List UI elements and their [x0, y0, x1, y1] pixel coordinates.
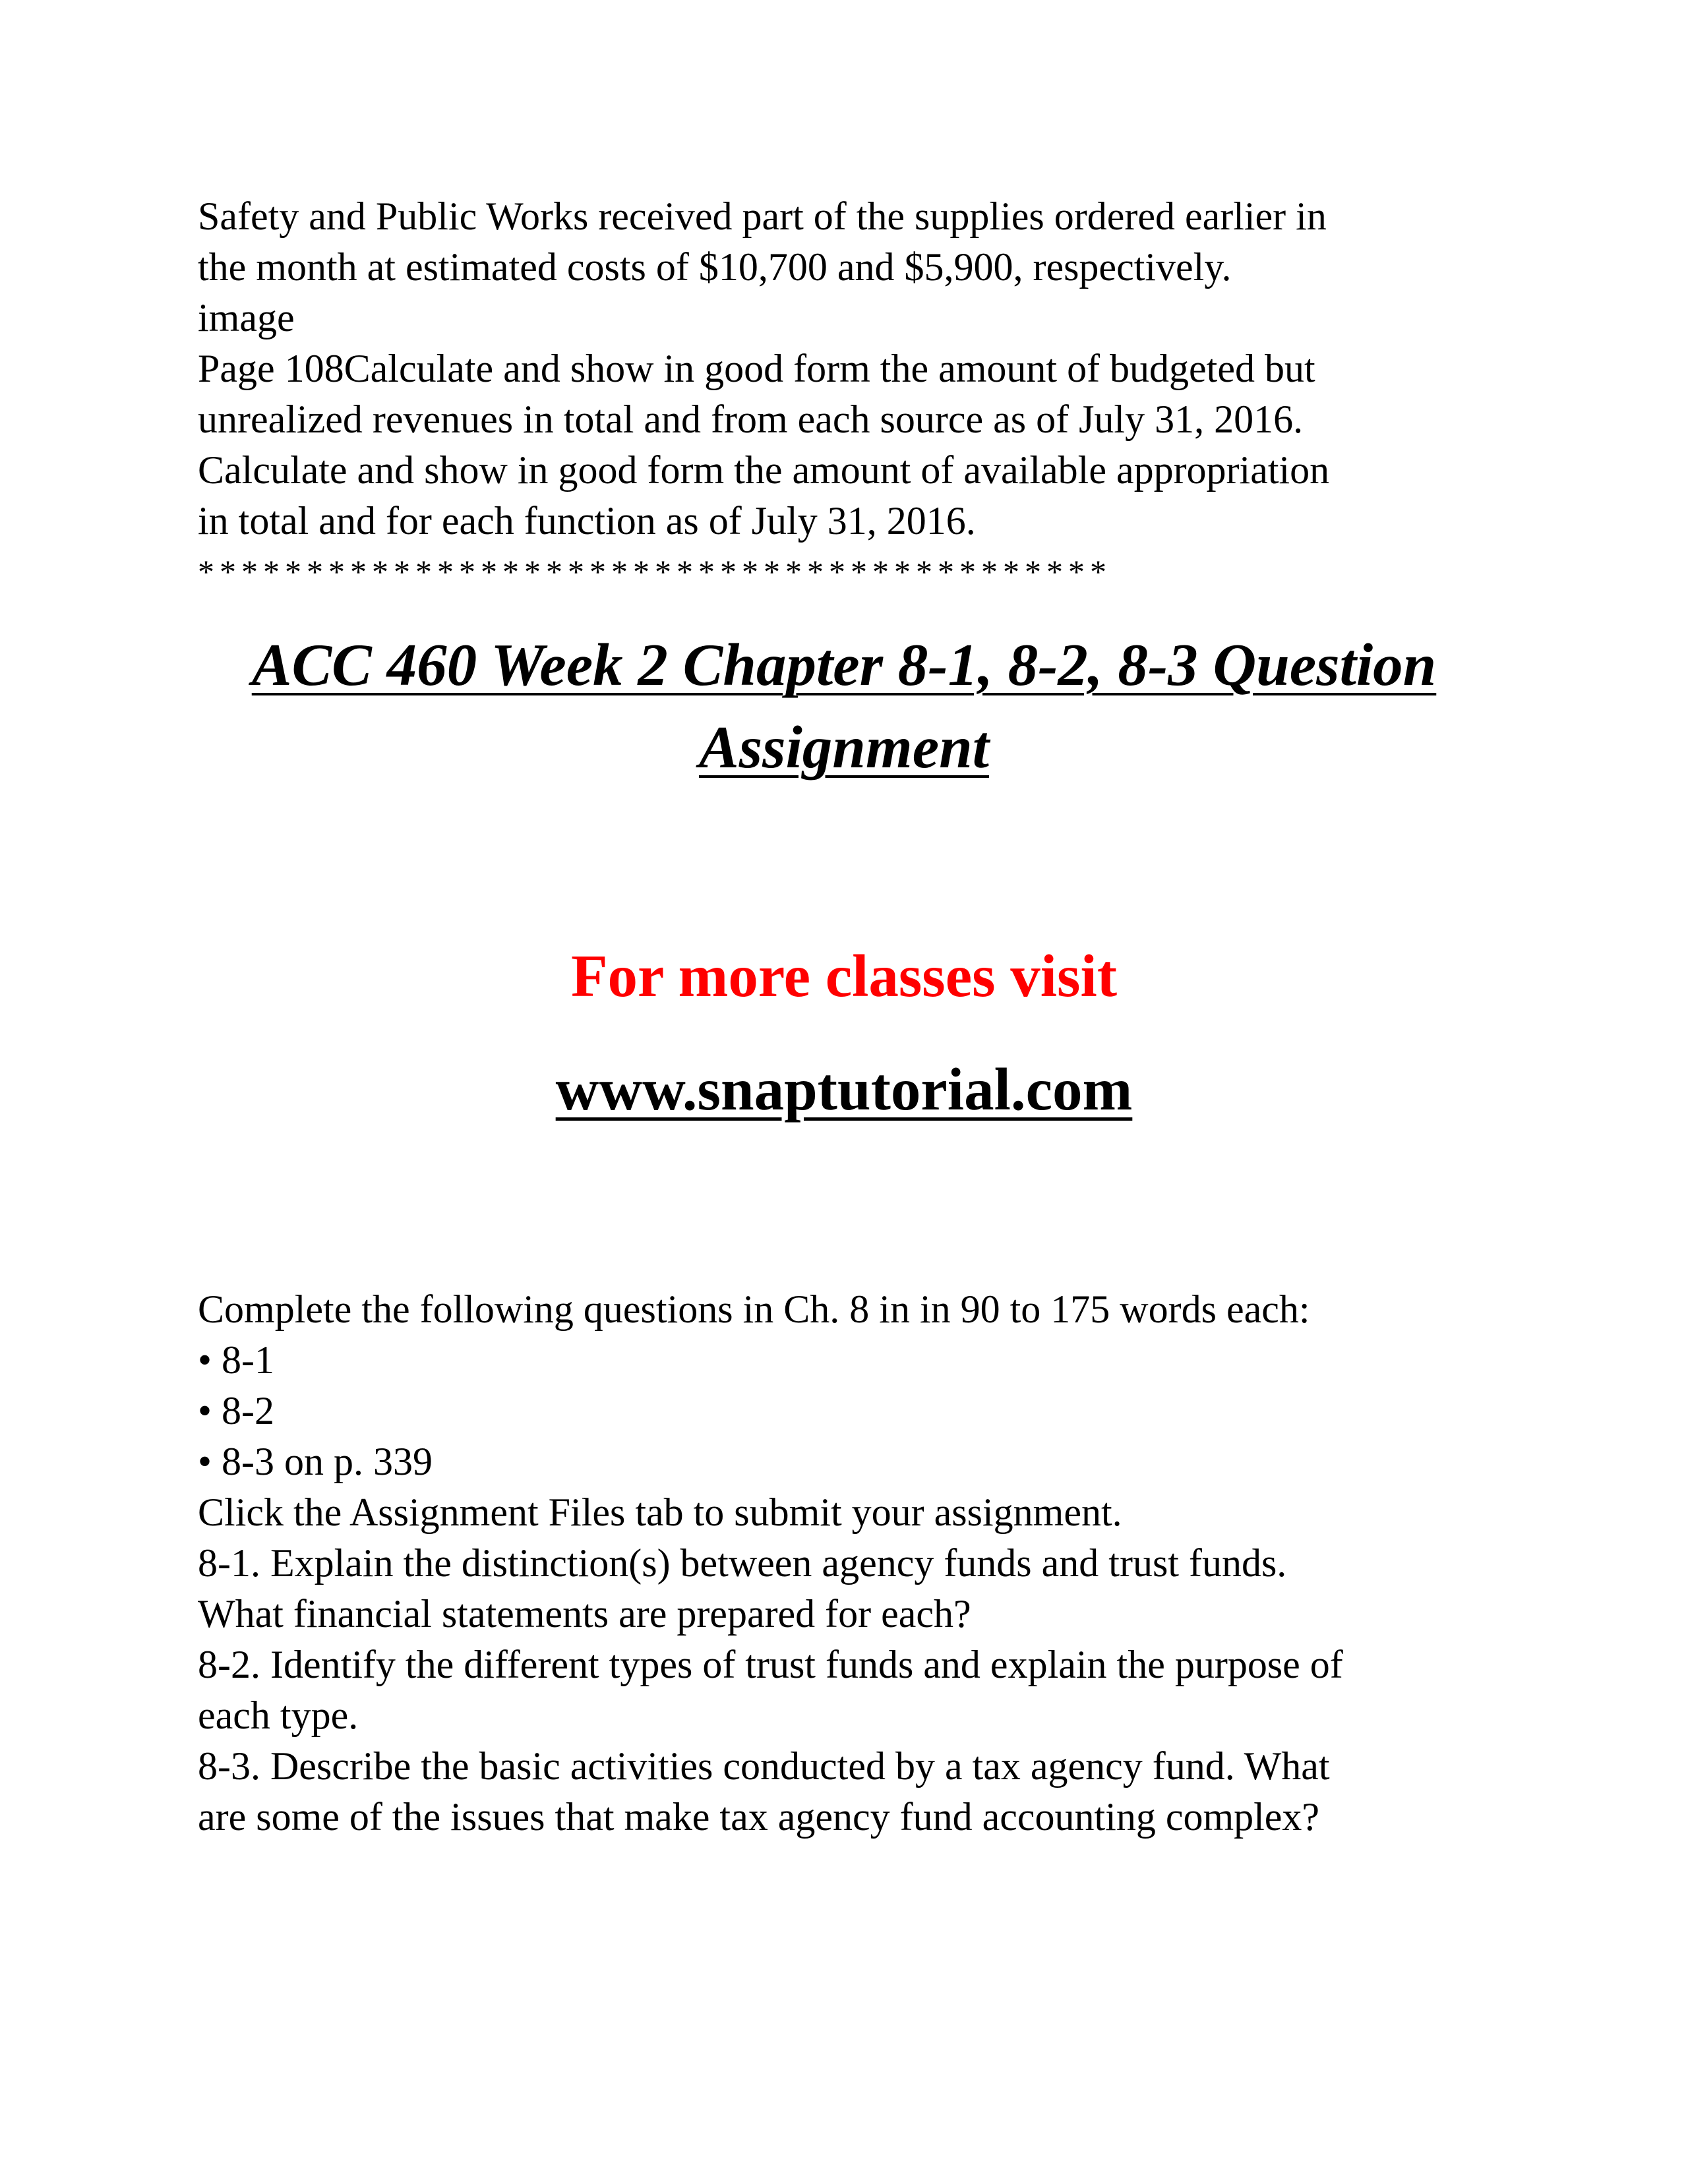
bullet-item: • 8-3 on p. 339 — [198, 1440, 433, 1483]
bullet-item: • 8-1 — [198, 1338, 274, 1382]
content-line: are some of the issues that make tax agency fund accounting complex? — [198, 1795, 1320, 1839]
intro-line: in total and for each function as of July 31, 2016. — [198, 499, 976, 543]
title-line-2: Assignment — [699, 714, 989, 781]
title-block — [198, 624, 1490, 788]
intro-line: the month at estimated costs of $10,700 and $5,900, respectively. — [198, 245, 1232, 289]
content-line: 8-1. Explain the distinction(s) between agency funds and trust funds. — [198, 1541, 1287, 1585]
bullet-item: • 8-2 — [198, 1389, 274, 1432]
document-page — [198, 191, 1490, 1843]
content-line: Click the Assignment Files tab to submit your assignment. — [198, 1490, 1122, 1534]
intro-line: Calculate and show in good form the amount of available appropriation — [198, 448, 1330, 492]
intro-text — [198, 191, 1490, 597]
promo-url-link[interactable]: www.snaptutorial.com — [555, 1056, 1133, 1123]
separator-stars: ****************************************** — [198, 553, 1112, 590]
intro-line: Safety and Public Works received part of the supplies ordered earlier in — [198, 194, 1327, 238]
assignment-text — [198, 1284, 1490, 1843]
promo-block — [198, 940, 1490, 1126]
title-line-1: ACC 460 Week 2 Chapter 8-1, 8-2, 8-3 Question — [251, 632, 1437, 698]
intro-line: image — [198, 296, 295, 339]
intro-line: unrealized revenues in total and from each source as of July 31, 2016. — [198, 398, 1304, 441]
page-title — [198, 624, 1490, 788]
intro-line: Page 108Calculate and show in good form the amount of budgeted but — [198, 347, 1315, 390]
content-line: What financial statements are prepared for each? — [198, 1592, 971, 1636]
content-line: Complete the following questions in Ch. 8 in in 90 to 175 words each: — [198, 1287, 1310, 1331]
content-line: each type. — [198, 1694, 359, 1737]
content-line: 8-2. Identify the different types of trust funds and explain the purpose of — [198, 1643, 1343, 1686]
promo-visit-text: For more classes visit — [570, 943, 1118, 1009]
content-line: 8-3. Describe the basic activities conducted by a tax agency fund. What — [198, 1744, 1330, 1788]
